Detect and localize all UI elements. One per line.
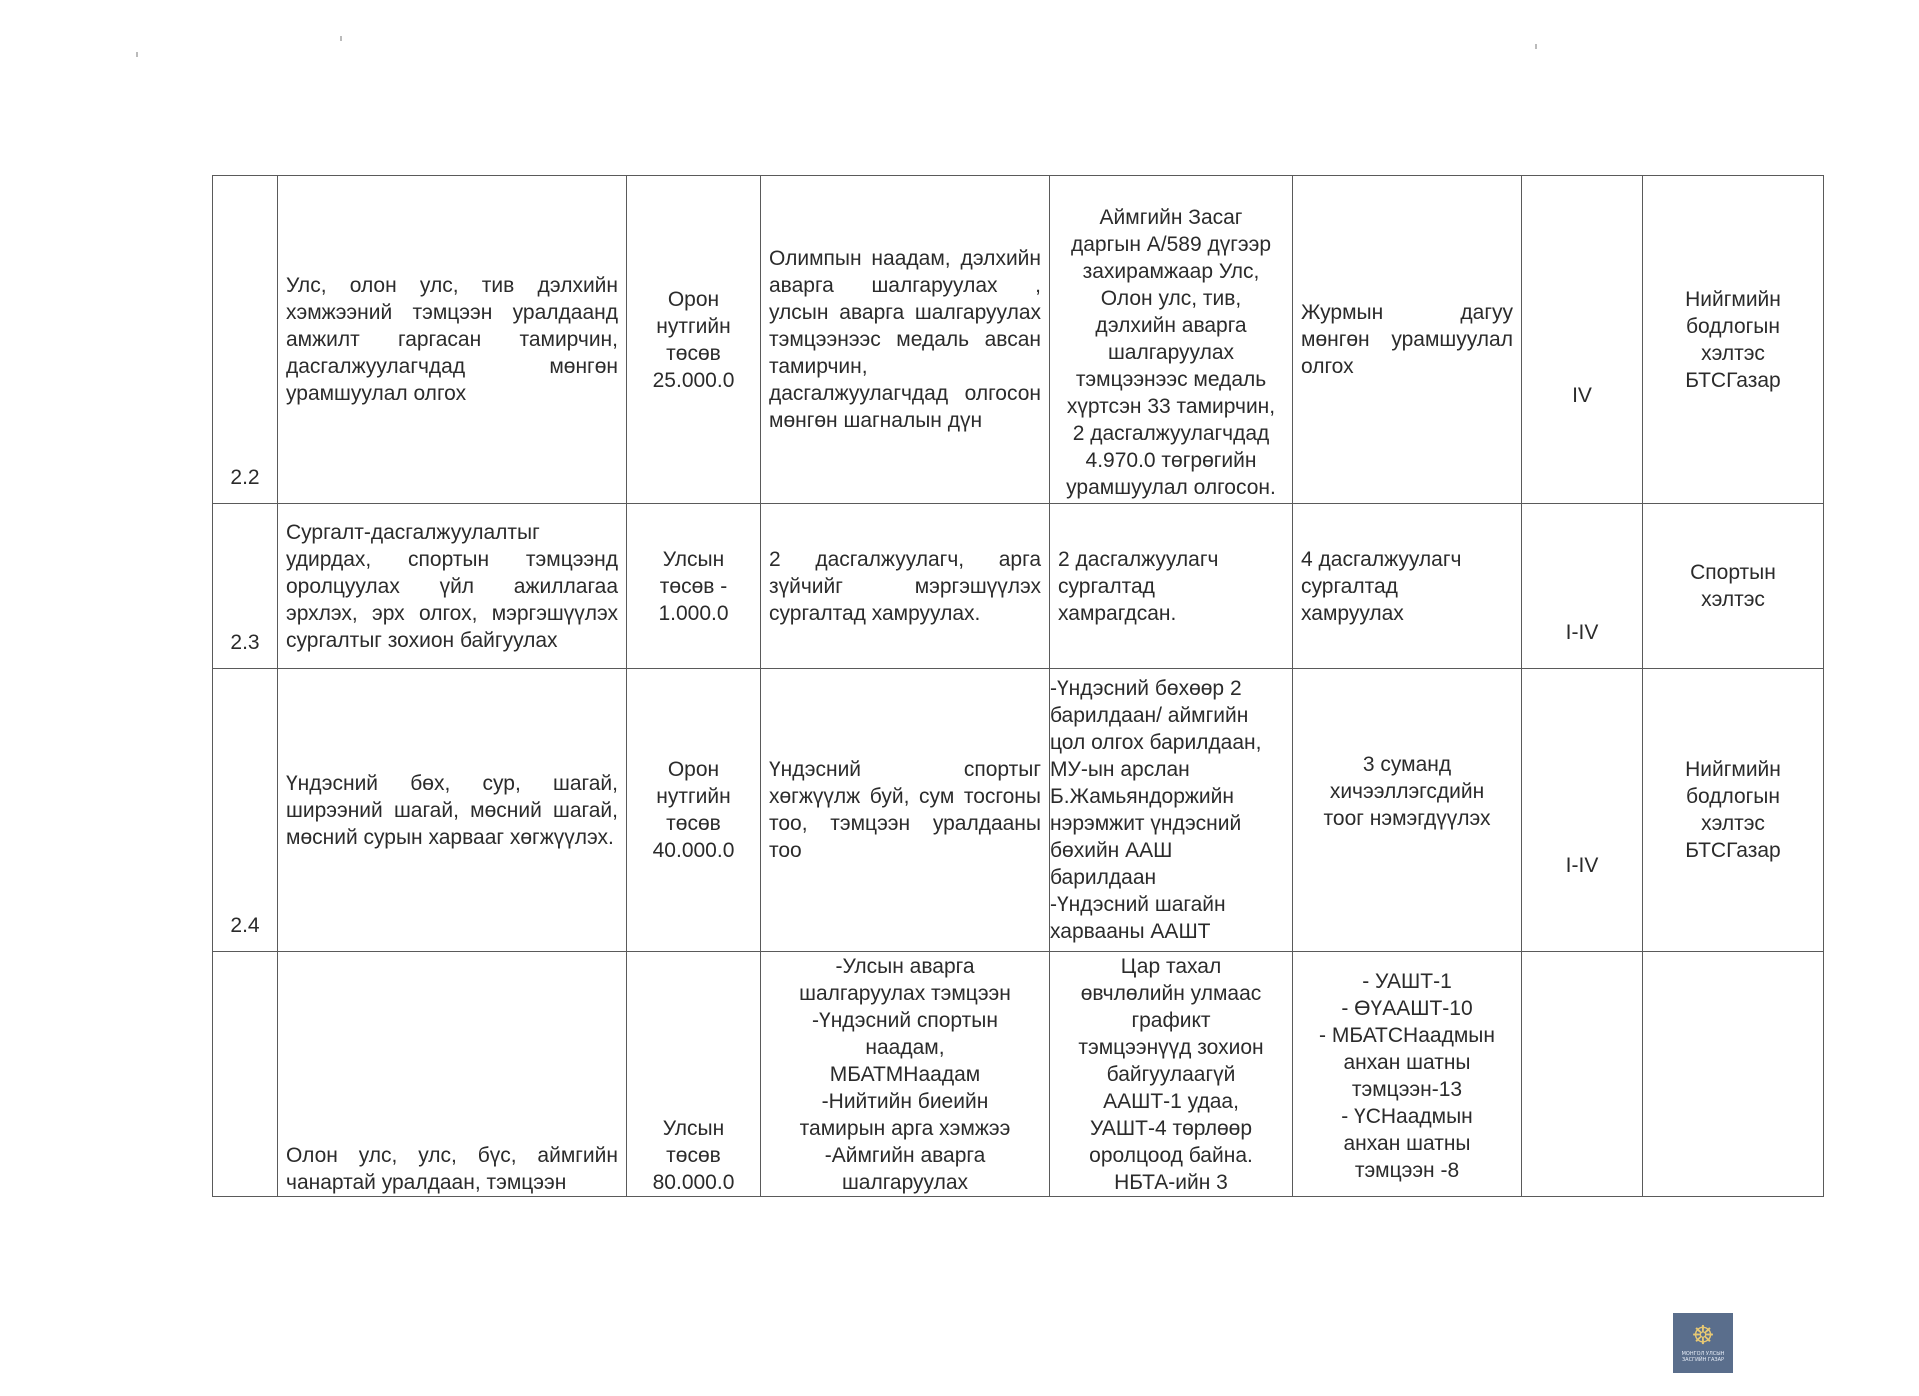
emblem-caption: МОНГОЛ УЛСЫН ЗАСГИЙН ГАЗАР xyxy=(1681,1351,1725,1363)
scan-speck xyxy=(136,52,138,57)
soyombo-emblem-icon: ☸ xyxy=(1691,1321,1715,1351)
indicator-cell: -Улсын аварга шалгаруулах тэмцээн -Үндэсний спортын наадам, МБАТМНаадам -Нийтийн биеийн тамирын арга хэмжээ -Аймгийн аварга шалгаруулах xyxy=(761,952,1050,1197)
indicator-cell: Үндэсний спортыг хөгжүүлж буй, сум тосгоны тоо, тэмцээн уралдааны тоо xyxy=(761,669,1050,952)
row-number: 2.2 xyxy=(213,176,278,504)
baseline-cell: Цар тахал өвчлөлийн улмаас графикт тэмцээнүүд зохион байгуулаагүй ААШТ-1 удаа, УАШТ-4 төрлөөр оролцоод байна. НБТА-ийн 3 xyxy=(1050,952,1293,1197)
baseline-cell: 2 дасгалжуулагч сургалтад хамрагдсан. xyxy=(1050,504,1293,669)
target-cell: 4 дасгалжуулагч сургалтад хамруулах xyxy=(1293,504,1522,669)
responsible-cell: Нийгмийн бодлогын хэлтэс БТСГазар xyxy=(1643,176,1824,504)
table-row xyxy=(213,952,1824,1197)
government-emblem xyxy=(1673,1313,1733,1373)
baseline-cell: -Үндэсний бөхөөр 2 барилдаан/ аймгийн цол олгох барилдаан, МУ-ын арслан Б.Жамьяндоржийн нэрэмжит үндэсний бөхийн ААШ барилдаан -Үндэсний шагайн харвааны ААШТ xyxy=(1050,669,1293,952)
scan-speck xyxy=(340,36,342,41)
target-cell: - УАШТ-1 - ӨҮААШТ-10 - МБАТСНаадмын анхан шатны тэмцээн-13 - ҮСНаадмын анхан шатны тэмцээн -8 xyxy=(1293,952,1522,1197)
task-cell: Олон улс, улс, бүс, аймгийн чанартай уралдаан, тэмцээн xyxy=(278,952,627,1197)
funding-cell: Улсын төсөв - 1.000.0 xyxy=(627,504,761,669)
row-number: 2.3 xyxy=(213,504,278,669)
target-cell: 3 суманд хичээллэгсдийн тоог нэмэгдүүлэх xyxy=(1293,669,1522,952)
table-row xyxy=(213,504,1824,669)
responsible-cell: Спортын хэлтэс xyxy=(1643,504,1824,669)
task-cell: Сургалт-дасгалжуулалтыг удирдах, спортын тэмцээнд оролцуулах үйл ажиллагаа эрхлэх, эрх олгох, мэргэшүүлэх сургалтыг зохион байгуулах xyxy=(278,504,627,669)
quarter-cell: IV xyxy=(1522,176,1643,504)
table-row xyxy=(213,176,1824,504)
table-row xyxy=(213,669,1824,952)
quarter-cell xyxy=(1522,952,1643,1197)
scan-speck xyxy=(1535,44,1537,49)
quarter-cell: I-IV xyxy=(1522,504,1643,669)
task-cell: Үндэсний бөх, сур, шагай, ширээний шагай, мөсний шагай, мөсний сурын харвааг хөгжүүлэх. xyxy=(278,669,627,952)
funding-cell: Орон нутгийн төсөв 40.000.0 xyxy=(627,669,761,952)
quarter-cell: I-IV xyxy=(1522,669,1643,952)
funding-cell: Орон нутгийн төсөв 25.000.0 xyxy=(627,176,761,504)
task-cell: Улс, олон улс, тив дэлхийн хэмжээний тэмцээн уралдаанд амжилт гаргасан тамирчин, дасгалжуулагчдад мөнгөн урамшуулал олгох xyxy=(278,176,627,504)
funding-cell: Улсын төсөв 80.000.0 xyxy=(627,952,761,1197)
target-cell: Журмын дагуу мөнгөн урамшуулал олгох xyxy=(1293,176,1522,504)
row-number xyxy=(213,952,278,1197)
responsible-cell xyxy=(1643,952,1824,1197)
baseline-cell: Аймгийн Засаг даргын А/589 дүгээр захирамжаар Улс, Олон улс, тив, дэлхийн аварга шалгаруулах тэмцээнээс медаль хүртсэн 33 тамирчин, 2 дасгалжуулагчдад 4.970.0 төгрөгийн урамшуулал олгосон. xyxy=(1050,176,1293,504)
responsible-cell: Нийгмийн бодлогын хэлтэс БТСГазар xyxy=(1643,669,1824,952)
indicator-cell: 2 дасгалжуулагч, арга зүйчийг мэргэшүүлэх сургалтад хамруулах. xyxy=(761,504,1050,669)
indicator-cell: Олимпын наадам, дэлхийн аварга шалгаруулах , улсын аварга шалгаруулах тэмцээнээс медаль авсан тамирчин, дасгалжуулагчдад олгосон мөнгөн шагналын дүн xyxy=(761,176,1050,504)
row-number: 2.4 xyxy=(213,669,278,952)
plan-table xyxy=(212,175,1824,1197)
